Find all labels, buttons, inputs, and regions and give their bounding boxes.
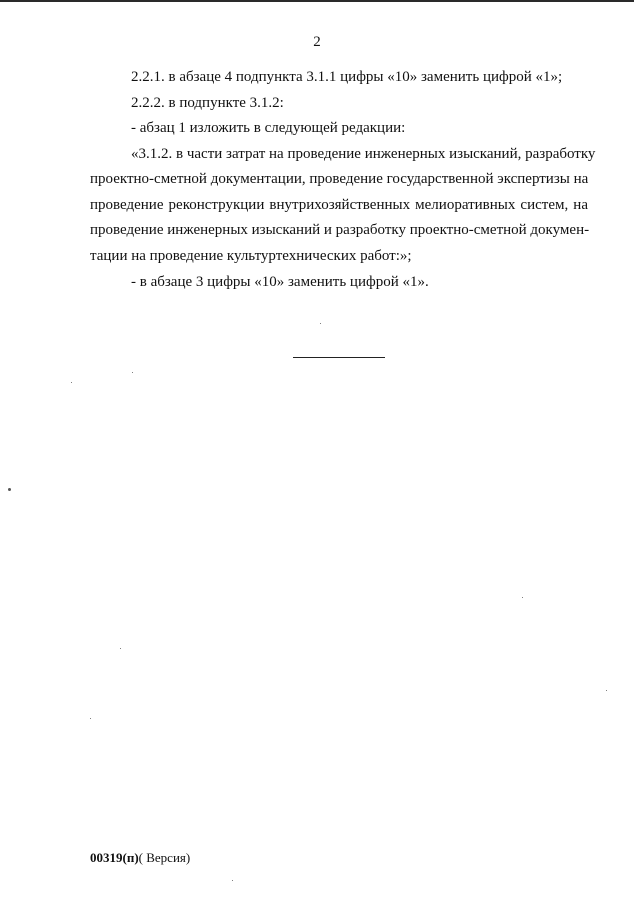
paragraph-abzac-1: - абзац 1 изложить в следующей редакции: (131, 120, 406, 136)
scan-speck (132, 372, 133, 373)
footer-document-code (90, 850, 190, 866)
quote-line-3: проведение реконструкции внутрихозяйственных мелиоративных систем, на (90, 197, 588, 213)
top-border-line (0, 0, 634, 2)
footer-version: ( Версия) (138, 850, 191, 865)
scan-speck (8, 488, 11, 491)
quote-line-4: проведение инженерных изысканий и разработку проектно-сметной докумен- (90, 222, 590, 238)
quote-line-2: проектно-сметной документации, проведение государственной экспертизы на (90, 171, 589, 187)
paragraph-abzac-3: - в абзаце 3 цифры «10» заменить цифрой «1». (131, 274, 429, 290)
paragraph-2-2-1: 2.2.1. в абзаце 4 подпункта 3.1.1 цифры «10» заменить цифрой «1»; (131, 69, 563, 85)
quote-line-1: «3.1.2. в части затрат на проведение инженерных изысканий, разработку (131, 146, 596, 162)
page-number: 2 (313, 34, 321, 50)
quote-line-5: тации на проведение культуртехнических работ:»; (90, 248, 412, 264)
scan-speck (606, 690, 607, 691)
paragraph-2-2-2: 2.2.2. в подпункте 3.1.2: (131, 95, 284, 111)
footer-code: 00319(п) (90, 850, 139, 865)
scan-speck (90, 718, 91, 719)
scan-speck (71, 382, 72, 383)
scan-speck (232, 880, 233, 881)
scan-speck (120, 648, 121, 649)
scan-speck (522, 597, 523, 598)
separator-line (293, 357, 385, 358)
scan-speck (320, 323, 321, 324)
